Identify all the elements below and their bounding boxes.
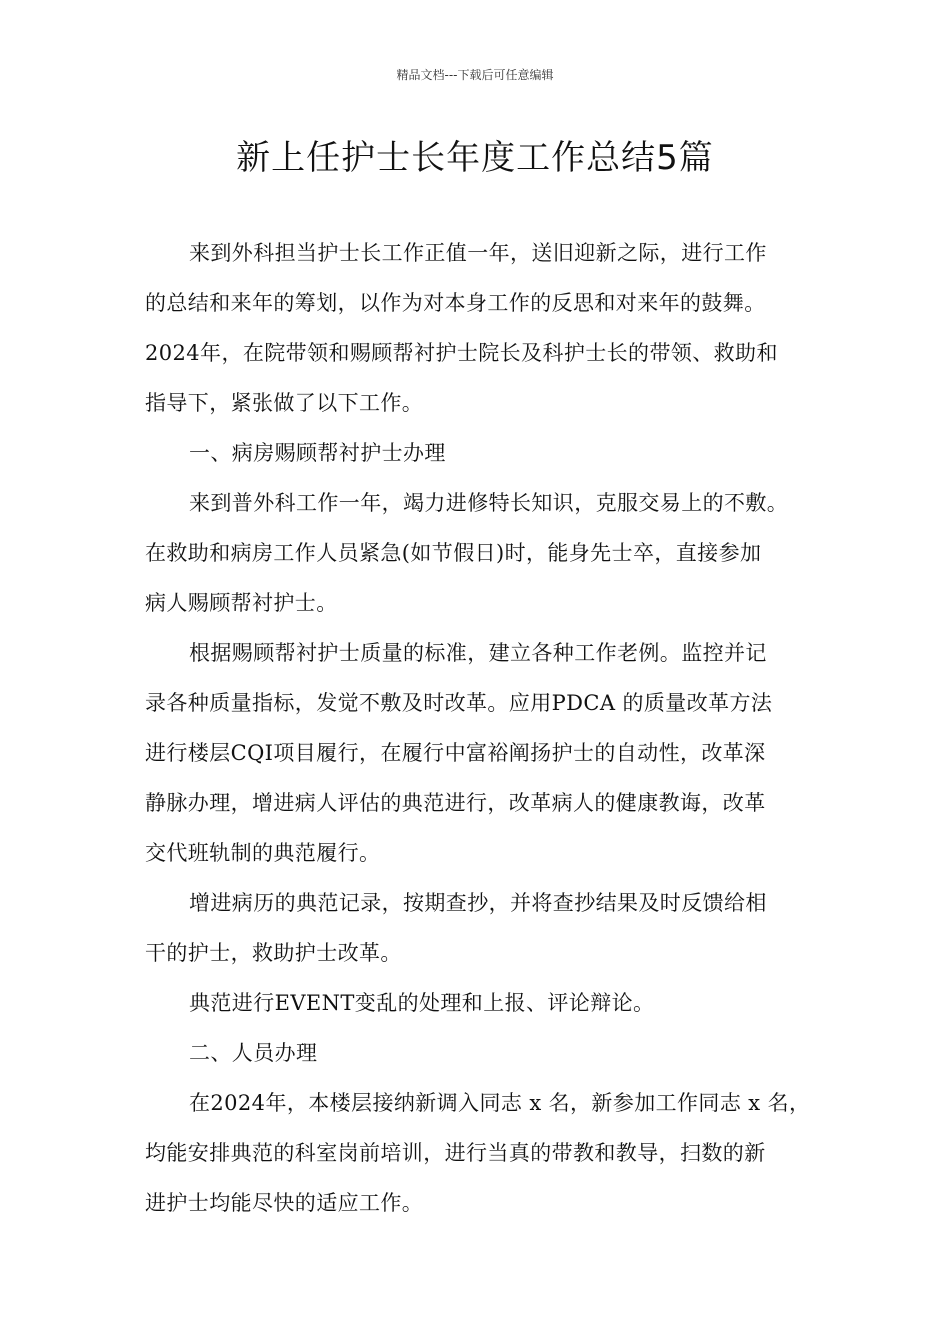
body-line: 静脉办理，增进病人评估的典范进行，改革病人的健康教诲，改革: [145, 791, 766, 815]
section-heading-2: 二、人员办理: [189, 1041, 318, 1065]
body-line: 病人赐顾帮衬护士。: [145, 591, 338, 615]
body-line: 来到外科担当护士长工作正值一年，送旧迎新之际，进行工作: [189, 241, 767, 265]
body-line: 增进病历的典范记录，按期查抄，并将查抄结果及时反馈给相: [189, 891, 767, 915]
body-line: 在救助和病房工作人员紧急(如节假日)时，能身先士卒，直接参加: [145, 541, 762, 565]
body-line: 根据赐顾帮衬护士质量的标准，建立各种工作老例。监控并记: [189, 641, 767, 665]
document-title: 新上任护士长年度工作总结5篇: [236, 138, 714, 178]
body-line: 交代班轨制的典范履行。: [145, 841, 381, 865]
body-line: 在2024年，本楼层接纳新调入同志 x 名，新参加工作同志 x 名，: [189, 1091, 811, 1115]
document-body: [145, 228, 810, 1228]
body-line: 进行楼层CQI项目履行，在履行中富裕阐扬护士的自动性，改革深: [145, 741, 766, 765]
body-line: 均能安排典范的科室岗前培训，进行当真的带教和教导，扫数的新: [145, 1141, 766, 1165]
body-line: 干的护士，救助护士改革。: [145, 941, 402, 965]
body-line: 指导下，紧张做了以下工作。: [145, 391, 424, 415]
body-line: 典范进行EVENT变乱的处理和上报、评论辩论。: [189, 991, 655, 1015]
body-line: 录各种质量指标，发觉不敷及时改革。应用PDCA 的质量改革方法: [145, 691, 773, 715]
body-line: 的总结和来年的筹划，以作为对本身工作的反思和对来年的鼓舞。: [145, 291, 766, 315]
body-line: 2024年，在院带领和赐顾帮衬护士院长及科护士长的带领、救助和: [145, 341, 778, 365]
body-line: 进护士均能尽快的适应工作。: [145, 1191, 424, 1215]
header-note: 精品文档---下载后可任意编辑: [396, 68, 554, 82]
section-heading-1: 一、病房赐顾帮衬护士办理: [189, 441, 446, 465]
body-line: 来到普外科工作一年，竭力进修特长知识，克服交易上的不敷。: [189, 491, 789, 515]
